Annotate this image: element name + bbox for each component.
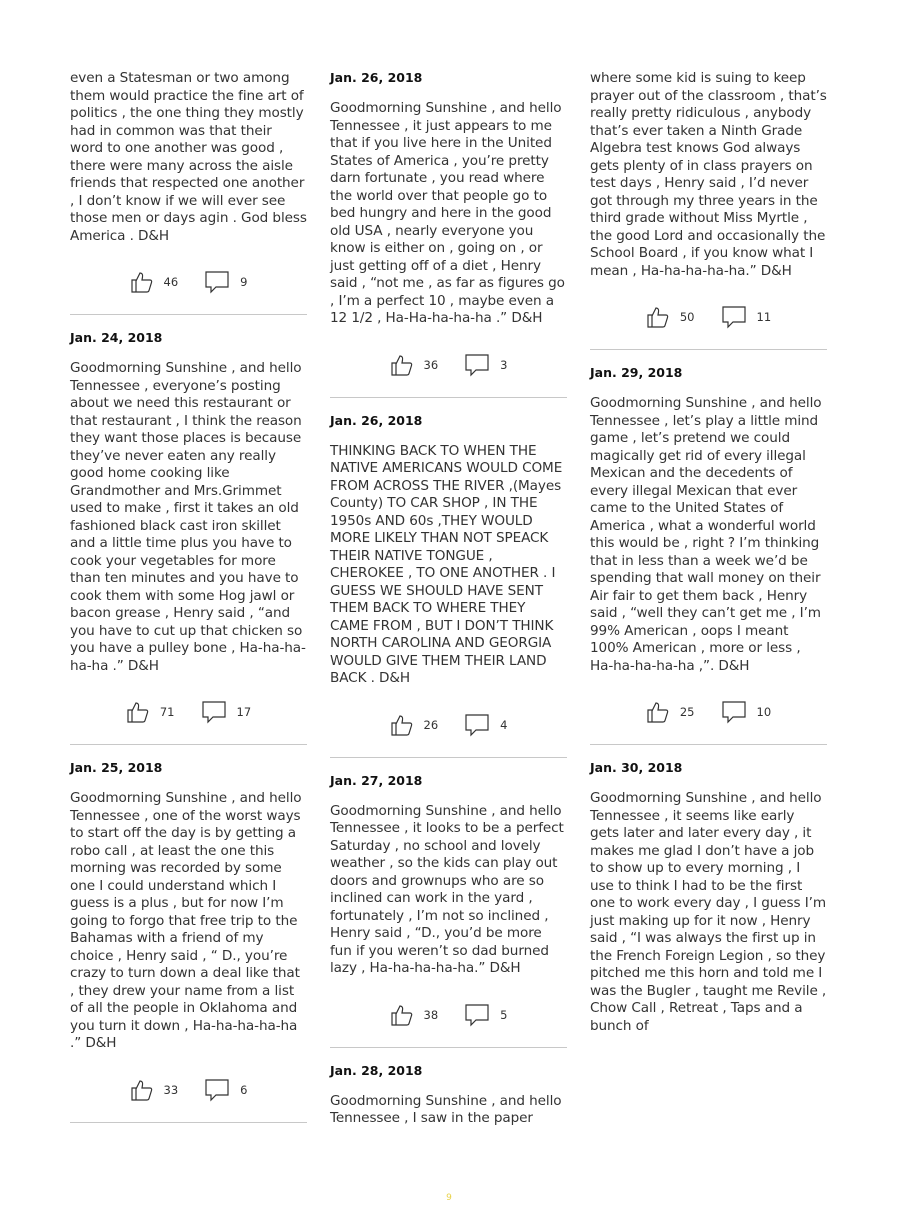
divider bbox=[330, 397, 567, 398]
comment-button[interactable] bbox=[201, 699, 252, 725]
post-body: Goodmorning Sunshine , and hello Tennessee , it seems like early gets later and later every day , it makes me glad I don’t have a job to show up to every morning , I use to think I had to be the first one to work every day , I guess I’m just making up for it now , Henry said , “I was always the first up in the French Foreign Legion , so they pitched me this horn and told me I was the Bugler , taught me Revile , Chow Call , Retreat , Taps and a bunch of bbox=[590, 790, 827, 1034]
divider bbox=[70, 1122, 307, 1123]
post-date: Jan. 27, 2018 bbox=[330, 772, 423, 788]
column-3 bbox=[590, 70, 827, 1035]
like-count: 26 bbox=[423, 717, 439, 732]
comment-icon bbox=[464, 1002, 490, 1028]
like-count: 36 bbox=[423, 357, 439, 372]
post-stats bbox=[330, 1000, 567, 1030]
comment-icon bbox=[464, 712, 490, 738]
post bbox=[590, 70, 827, 350]
like-count: 33 bbox=[163, 1082, 179, 1097]
post-date: Jan. 24, 2018 bbox=[70, 330, 163, 345]
comment-count: 5 bbox=[500, 1007, 508, 1022]
post bbox=[70, 330, 307, 745]
comment-icon bbox=[204, 1077, 230, 1103]
post bbox=[590, 365, 827, 745]
thumbs-up-icon bbox=[646, 700, 670, 724]
like-button[interactable] bbox=[646, 700, 695, 724]
post-stats bbox=[70, 1075, 307, 1105]
post-stats bbox=[330, 350, 567, 380]
comment-icon bbox=[204, 269, 230, 295]
like-button[interactable] bbox=[126, 700, 175, 724]
post-body: THINKING BACK TO WHEN THE NATIVE AMERICANS WOULD COME FROM ACROSS THE RIVER ,(Mayes County) TO CAR SHOP , IN THE 1950s AND 60s ,THEY WOULD MORE LIKELY THAN NOT SPEACK THEIR NATIVE TONGUE , CHEROKEE , TO ONE ANOTHER . I GUESS WE SHOULD HAVE SENT THEM BACK TO WHERE THEY CAME FROM , BUT I DON’T THINK NORTH CAROLINA AND GEORGIA WOULD GIVE THEM THEIR LAND BACK . D&H bbox=[330, 442, 563, 686]
post-body: where some kid is suing to keep prayer out of the classroom , that’s really pretty ridiculous , anybody that’s ever taken a Ninth Grade Algebra test knows God always gets plenty of in class prayers on test days , Henry said , I’d never got through my three years in the third grade without Miss Myrtle , the good Lord and occasionally the School Board , if you know what I mean , Ha-ha-ha-ha-ha.” D&H bbox=[590, 70, 827, 279]
post-stats bbox=[590, 697, 827, 727]
post-body: Goodmorning Sunshine , and hello Tennessee , one of the worst ways to start off the day is by getting a robo call , at least the one this morning was recorded by some one I could understand which I guess is a plus , but for now I’m going to forgo that free trip to the Bahamas with a friend of my choice , Henry said , “ D., you’re crazy to turn down a deal like that , they drew your name from a list of all the people in Oklahoma and you turn it down , Ha-ha-ha-ha-ha .” D&H bbox=[70, 790, 302, 1051]
like-count: 25 bbox=[679, 705, 695, 719]
thumbs-up-icon bbox=[390, 1003, 414, 1027]
post-body: Goodmorning Sunshine , and hello Tennessee , everyone’s posting about we need this restaurant or that restaurant , I think the reason they want those places is because they’ve never eaten any really good home cooking like Grandmother and Mrs.Grimmet used to make , first it takes an old fashioned black cast iron skillet and a little time plus you have to cook your vegetables for more than ten minutes and you have to cook them with some Hog jawl or bacon grease , Henry said , “and you have to cut up that chicken so you have a pulley bone , Ha-ha-ha-ha-ha .” D&H bbox=[70, 360, 306, 674]
comment-button[interactable] bbox=[464, 352, 507, 378]
post bbox=[70, 760, 307, 1123]
thumbs-up-icon bbox=[646, 305, 670, 329]
like-count: 71 bbox=[159, 705, 175, 719]
comment-icon bbox=[464, 352, 490, 378]
post-stats bbox=[330, 710, 567, 740]
like-button[interactable] bbox=[390, 353, 439, 377]
like-count: 38 bbox=[423, 1007, 439, 1022]
thumbs-up-icon bbox=[390, 713, 414, 737]
post-body: Goodmorning Sunshine , and hello Tennessee , it looks to be a perfect Saturday , no school and lovely weather , so the kids can play out doors and grownups who are so inclined can work in the yard , fortunately , I’m not so inclined , Henry said , “D., you’d be more fun if you weren’t so dad burned lazy , Ha-ha-ha-ha-ha.” D&H bbox=[330, 802, 564, 976]
comment-button[interactable] bbox=[204, 269, 247, 295]
thumbs-up-icon bbox=[126, 700, 150, 724]
post-date: Jan. 30, 2018 bbox=[590, 760, 683, 775]
like-button[interactable] bbox=[390, 713, 439, 737]
comment-icon bbox=[721, 699, 747, 725]
page-number: 9 bbox=[446, 1193, 452, 1203]
column-1 bbox=[70, 70, 307, 1123]
comment-button[interactable] bbox=[204, 1077, 247, 1103]
post bbox=[330, 413, 567, 758]
post bbox=[330, 70, 567, 398]
comment-button[interactable] bbox=[464, 712, 507, 738]
thumbs-up-icon bbox=[130, 1078, 154, 1102]
comment-button[interactable] bbox=[464, 1002, 507, 1028]
divider bbox=[70, 744, 307, 745]
post bbox=[590, 760, 827, 1035]
post-body: Goodmorning Sunshine , and hello Tennessee , it just appears to me that if you live here in the United States of America , you’re pretty darn fortunate , you read where the world over that people go to bed hungry and here in the good old USA , nearly everyone you know is either on , going on , or just getting off of a diet , Henry said , “not me , as far as figures go , I’m a perfect 10 , maybe even a 12 1/2 , Ha-Ha-ha-ha-ha .” D&H bbox=[330, 100, 565, 326]
thumbs-up-icon bbox=[390, 353, 414, 377]
post-date: Jan. 26, 2018 bbox=[330, 70, 423, 85]
comment-button[interactable] bbox=[721, 304, 772, 330]
divider bbox=[70, 314, 307, 315]
post bbox=[330, 773, 567, 1048]
post-date: Jan. 25, 2018 bbox=[70, 760, 163, 775]
column-2 bbox=[330, 70, 567, 1128]
comment-button[interactable] bbox=[721, 699, 772, 725]
post-stats bbox=[70, 697, 307, 727]
post-date: Jan. 29, 2018 bbox=[590, 365, 683, 380]
post-date: Jan. 28, 2018 bbox=[330, 1062, 423, 1078]
post-body: Goodmorning Sunshine , and hello Tennessee , I saw in the paper bbox=[330, 1092, 562, 1126]
post bbox=[330, 1063, 567, 1128]
like-button[interactable] bbox=[390, 1003, 439, 1027]
like-count: 50 bbox=[679, 310, 695, 324]
comment-icon bbox=[201, 699, 227, 725]
divider bbox=[590, 349, 827, 350]
like-button[interactable] bbox=[130, 270, 179, 294]
post-stats bbox=[590, 302, 827, 332]
divider bbox=[590, 744, 827, 745]
like-button[interactable] bbox=[646, 305, 695, 329]
comment-count: 17 bbox=[236, 705, 252, 719]
comment-icon bbox=[721, 304, 747, 330]
post-body: even a Statesman or two among them would practice the fine art of politics , the one thing they mostly had in common was that their word to one another was good , there were many across the aisle friends that respected one another , I don’t know if we will ever see those men or days agin . God bless America . D&H bbox=[70, 70, 307, 244]
comment-count: 11 bbox=[756, 310, 772, 324]
comment-count: 10 bbox=[756, 705, 772, 719]
comment-count: 9 bbox=[240, 275, 248, 289]
comment-count: 4 bbox=[500, 717, 508, 732]
post-stats bbox=[70, 267, 307, 297]
divider bbox=[330, 757, 567, 758]
post-date: Jan. 26, 2018 bbox=[330, 412, 423, 428]
comment-count: 3 bbox=[500, 357, 508, 372]
like-button[interactable] bbox=[130, 1078, 179, 1102]
post bbox=[70, 70, 307, 315]
divider bbox=[330, 1047, 567, 1048]
thumbs-up-icon bbox=[130, 270, 154, 294]
like-count: 46 bbox=[163, 275, 179, 289]
post-body: Goodmorning Sunshine , and hello Tennessee , let’s play a little mind game , let’s pretend we could magically get rid of every illegal Mexican and the decedents of every illegal Mexican that ever came to the United States of America , what a wonderful world this would be , right ? I’m thinking that in less than a week we’d be spending that wall money on their Air fair to get them back , Henry said , “well they can’t get me , I’m 99% American , oops I meant 100% American , more or less , Ha-ha-ha-ha-ha ,”. D&H bbox=[590, 395, 822, 674]
comment-count: 6 bbox=[240, 1082, 248, 1097]
